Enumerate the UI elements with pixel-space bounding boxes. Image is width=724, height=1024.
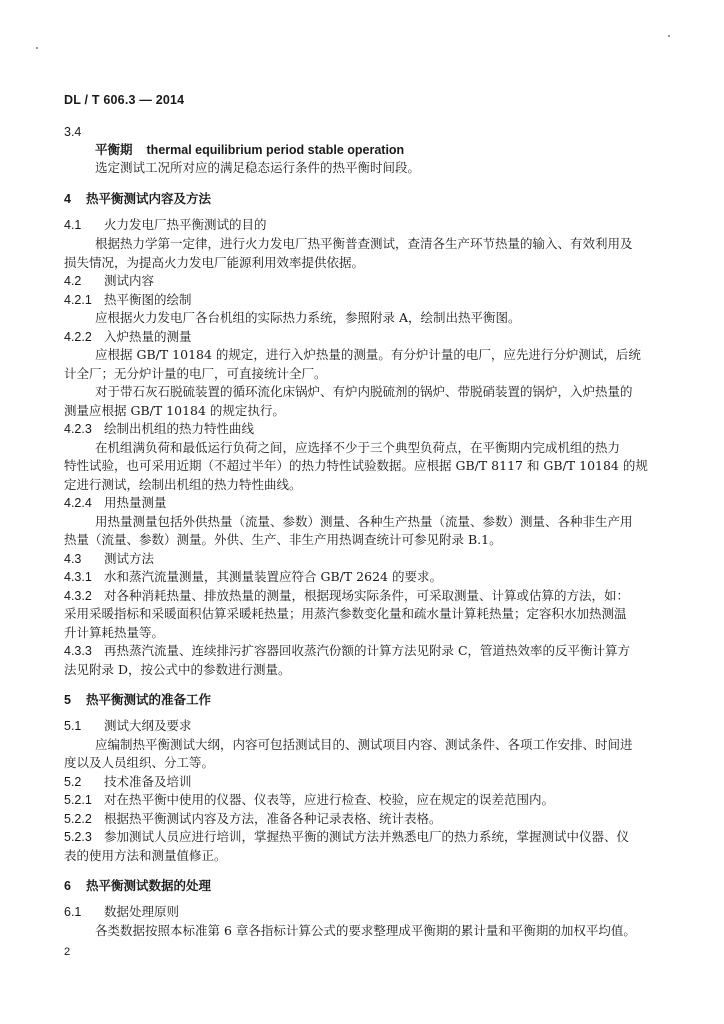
paragraph-line: 应根据 GB/T 10184 的规定，进行入炉热量的测量。有分炉计量的电厂，应先进行分炉测试，后统	[95, 347, 641, 362]
section-5-heading: 5 热平衡测试的准备工作	[64, 692, 212, 707]
paragraph-line: 特性试验，也可采用近期（不超过半年）的热力特性试验数据。应根据 GB/T 8117 和 GB/T 10184 的规	[64, 458, 648, 473]
paragraph-line: 升计算耗热量等。	[64, 625, 165, 640]
paragraph-line: 热量（流量、参数）测量。外供、生产、非生产用热调查统计可参见附录 B.1。	[64, 532, 502, 547]
clause-4-2-4-heading: 4.2.4 用热量测量	[64, 495, 167, 510]
paragraph-line: 定进行测试，绘制出机组的热力特性曲线。	[64, 477, 302, 492]
paragraph-line: 根据热力学第一定律，进行火力发电厂热平衡普查测试，查清各生产环节热量的输入、有效利用及	[95, 236, 633, 251]
paragraph-line: 选定测试工况所对应的满足稳态运行条件的热平衡时间段。	[95, 160, 421, 175]
clause-6-1-heading: 6.1 数据处理原则	[64, 904, 180, 919]
clause-3-4-number: 3.4	[64, 125, 82, 139]
page-number: 2	[64, 946, 71, 958]
paragraph-line: 法见附录 D，按公式中的参数进行测量。	[64, 662, 291, 677]
paragraph-line: 采用采暖指标和采暖面积估算采暖耗热量；用蒸汽参数变化量和疏水量计算耗热量；定容积水加热测温	[64, 606, 627, 621]
clause-4-3-3: 4.3.3 再热蒸汽流量、连续排污扩容器回收蒸汽份额的计算方法见附录 C，管道热效率的反平衡计算方	[64, 643, 631, 658]
term-definition-title: 平衡期 thermal equilibrium period stable operation	[95, 142, 405, 157]
clause-4-1-heading: 4.1 火力发电厂热平衡测试的目的	[64, 217, 267, 232]
paragraph-line: 测量应根据 GB/T 10184 的规定执行。	[64, 403, 285, 418]
clause-4-3-heading: 4.3 测试方法	[64, 551, 155, 566]
section-4-heading: 4 热平衡测试内容及方法	[64, 191, 212, 206]
document-id-header: DL / T 606.3 — 2014	[64, 93, 185, 107]
paragraph-line: 用热量测量包括外供热量（流量、参数）测量、各种生产热量（流量、参数）测量、各种非生产用	[95, 514, 633, 529]
clause-5-2-3: 5.2.3 参加测试人员应进行培训，掌握热平衡的测试方法并熟悉电厂的热力系统，掌握测试中仪器、仪	[64, 829, 630, 844]
clause-5-2-heading: 5.2 技术准备及培训	[64, 774, 192, 789]
clause-4-2-2-heading: 4.2.2 入炉热量的测量	[64, 329, 192, 344]
paragraph-line: 对于带石灰石脱硫装置的循环流化床锅炉、有炉内脱硫剂的锅炉、带脱硝装置的锅炉，入炉热量的	[95, 384, 633, 399]
clause-4-2-heading: 4.2 测试内容	[64, 273, 155, 288]
clause-4-3-2: 4.3.2 对各种消耗热量、排放热量的测量，根据现场实际条件，可采取测量、计算或估算的方法，如：	[64, 588, 630, 603]
scan-speck	[668, 35, 670, 37]
clause-4-3-1: 4.3.1 水和蒸汽流量测量，其测量装置应符合 GB/T 2624 的要求。	[64, 569, 442, 584]
clause-5-1-heading: 5.1 测试大纲及要求	[64, 718, 192, 733]
paragraph-line: 表的使用方法和测量值修正。	[64, 848, 227, 863]
scan-speck	[36, 47, 38, 49]
paragraph-line: 应编制热平衡测试大纲，内容可包括测试目的、测试项目内容、测试条件、各项工作安排、时间进	[95, 737, 633, 752]
paragraph-line: 应根据火力发电厂各台机组的实际热力系统，参照附录 A，绘制出热平衡图。	[95, 310, 521, 325]
paragraph-line: 度以及人员组织、分工等。	[64, 755, 215, 770]
clause-4-2-1-heading: 4.2.1 热平衡图的绘制	[64, 292, 192, 307]
section-6-heading: 6 热平衡测试数据的处理	[64, 878, 212, 893]
clause-4-2-3-heading: 4.2.3 绘制出机组的热力特性曲线	[64, 421, 255, 436]
paragraph-line: 在机组满负荷和最低运行负荷之间，应选择不少于三个典型负荷点，在平衡期内完成机组的热力	[95, 440, 621, 455]
paragraph-line: 各类数据按照本标准第 6 章各指标计算公式的要求整理成平衡期的累计量和平衡期的加权平均值。	[95, 923, 636, 938]
clause-5-2-1: 5.2.1 对在热平衡中使用的仪器、仪表等，应进行检查、校验，应在规定的误差范围内。	[64, 792, 555, 807]
paragraph-line: 损失情况，为提高火力发电厂能源利用效率提供依据。	[64, 255, 365, 270]
clause-5-2-2: 5.2.2 根据热平衡测试内容及方法，准备各种记录表格、统计表格。	[64, 811, 442, 826]
paragraph-line: 计全厂；无分炉计量的电厂，可直接统计全厂。	[64, 366, 327, 381]
